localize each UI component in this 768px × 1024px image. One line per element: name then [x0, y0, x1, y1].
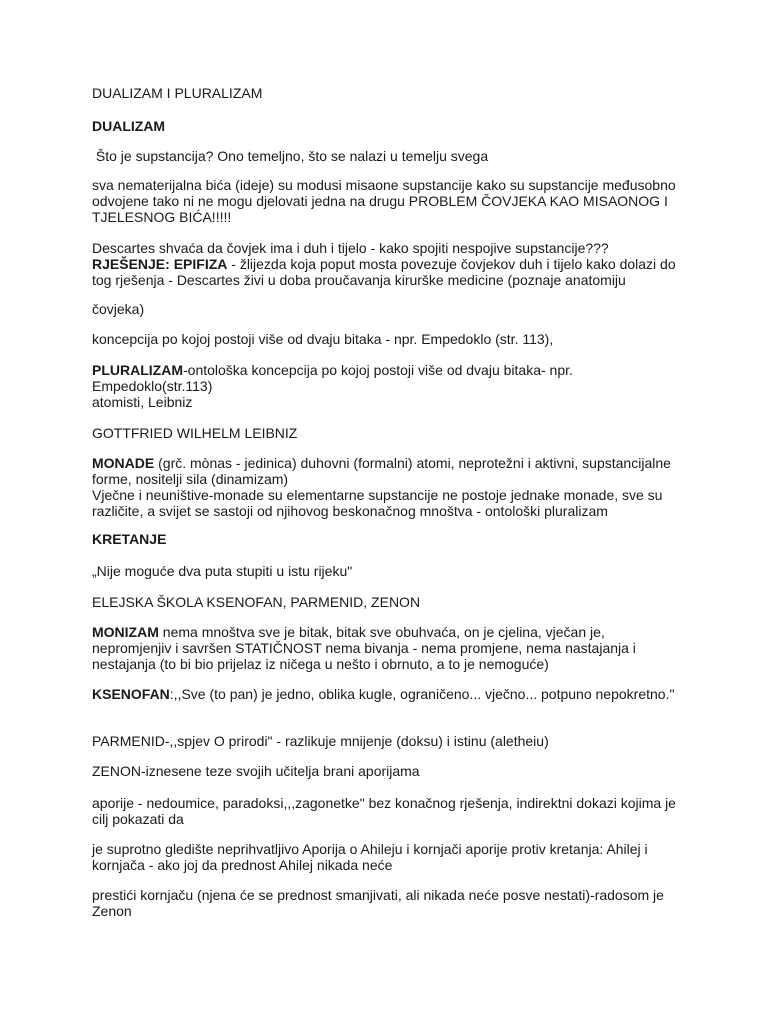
parmenid-line: PARMENID-,,spjev O prirodi" - razlikuje mnijenje (doksu) i istinu (aletheiu)	[92, 733, 549, 749]
pluralizam-text: -ontološka koncepcija po kojoj postoji više od dvaju bitaka- npr. Empedoklo(str.113)	[92, 362, 573, 394]
prestici-paragraph: prestići kornjaču (njena će se prednost smanjivati, ali nikada neće posve nestati)-radosom je Zenon	[92, 887, 664, 919]
heading-dualizam: DUALIZAM	[92, 118, 166, 134]
ksenofan-label: KSENOFAN	[92, 686, 170, 702]
elejska-heading: ELEJSKA ŠKOLA KSENOFAN, PARMENID, ZENON	[92, 594, 421, 610]
vjecne-text: Vječne i neuništive-monade su elementarne supstancije ne postoje jednake monade, sve su različite, a svijet se sastoji od njihovog beskonačnog mnoštva - ontološki pluralizam	[92, 487, 663, 519]
aporije-paragraph: aporije - nedoumice, paradoksi,,,zagonetke" bez konačnog rješenja, indirektni dokazi kojima je cilj pokazati da	[92, 795, 676, 827]
descartes-paragraph	[92, 240, 682, 288]
koncepcija-line: koncepcija po kojoj postoji više od dvaju bitaka - npr. Empedoklo (str. 113),	[92, 331, 554, 347]
monizam-label: MONIZAM	[92, 624, 159, 640]
rjesenje-text: - žlijezda koja poput mosta povezuje čovjekov duh i tijelo kako dolazi do tog rješenja - Descartes živi u doba proučavanja kirurške medicine (poznaje anatomiju	[92, 256, 676, 288]
monizam-text: nema mnoštva sve je bitak, bitak sve obuhvaća, on je cjelina, vječan je, nepromjenjiv i savršen STATIČNOST nema bivanja - nema promjene, nema nastajanja i nestajanja (to bi bio prijelaz iz ničega u nešto i obrnuto, a to je nemoguće)	[92, 624, 636, 672]
monade-label: MONADE	[92, 455, 155, 471]
monade-text: (grč. mònas - jedinica) duhovni (formalni) atomi, neprotežni i aktivni, supstancijalne forme, nositelji sila (dinamizam)	[92, 455, 671, 487]
ksenofan-paragraph	[92, 686, 682, 702]
suprotno-paragraph: je suprotno gledište neprihvatljivo Aporija o Ahileju i kornjači aporije protiv kretanja: Ahilej i kornjača - ako joj da prednost Ahilej nikada neće	[92, 841, 648, 873]
nematerijalna-paragraph: sva nematerijalna bića (ideje) su modusi misaone supstancije kako su supstancije međusobno odvojene tako ni ne mogu djelovati jedna na drugu PROBLEM ČOVJEKA KAO MISAONOG I TJELESNOG BIĆA!!!!!	[92, 177, 676, 225]
covjeka-line: čovjeka)	[92, 301, 145, 317]
descartes-line: Descartes shvaća da čovjek ima i duh i tijelo - kako spojiti nespojive supstancije???	[92, 240, 609, 256]
document-title: DUALIZAM I PLURALIZAM	[92, 85, 263, 101]
rjesenje-label: RJEŠENJE: EPIFIZA	[92, 256, 228, 272]
monade-paragraph	[92, 455, 682, 519]
monizam-paragraph	[92, 624, 682, 672]
quote-line: „Nije moguće dva puta stupiti u istu rijeku"	[92, 563, 353, 579]
atomisti-line: atomisti, Leibniz	[92, 394, 193, 410]
zenon-line: ZENON-iznesene teze svojih učitelja brani aporijama	[92, 763, 420, 779]
ksenofan-text: :,,Sve (to pan) je jedno, oblika kugle, ograničeno... vječno... potpuno nepokretno."	[169, 686, 675, 702]
heading-kretanje: KRETANJE	[92, 531, 167, 547]
leibniz-heading: GOTTFRIED WILHELM LEIBNIZ	[92, 425, 298, 441]
pluralizam-paragraph	[92, 362, 682, 410]
pluralizam-label: PLURALIZAM	[92, 362, 183, 378]
supstancija-question: Što je supstancija? Ono temeljno, što se nalazi u temelju svega	[92, 148, 489, 164]
